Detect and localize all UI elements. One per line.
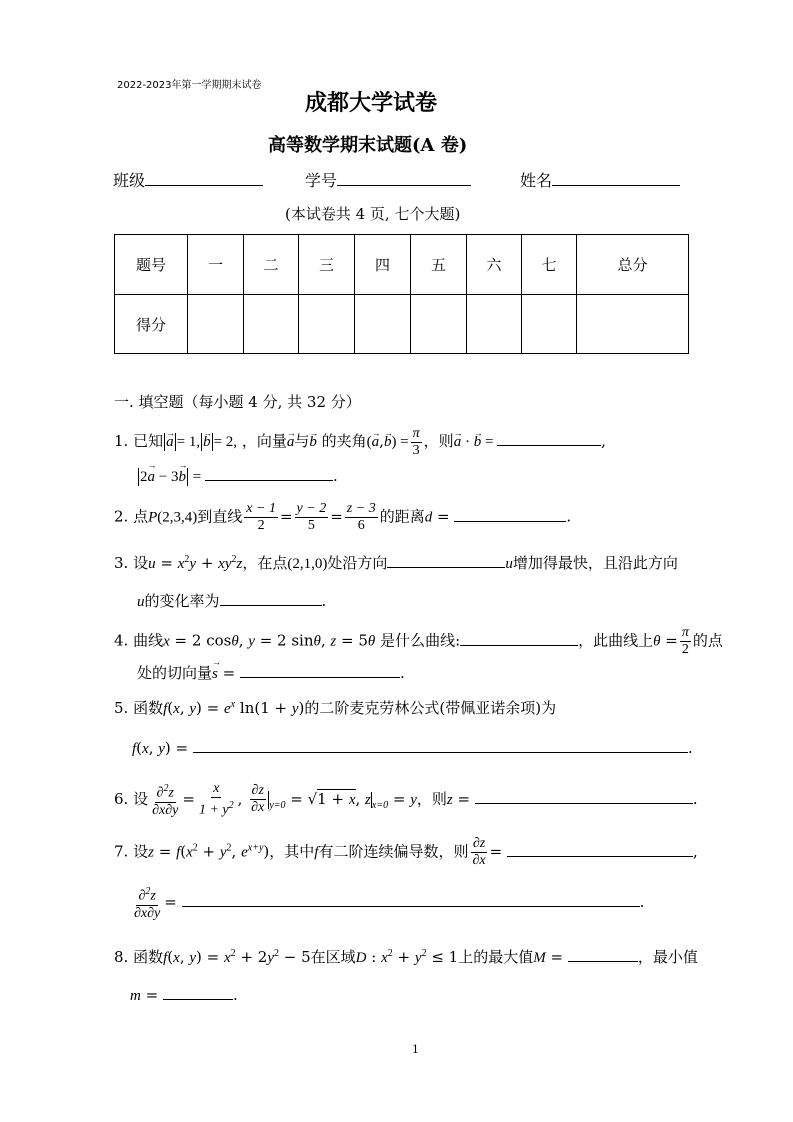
q1-text-5: ，则 [423,432,454,450]
score-input-1[interactable] [188,295,244,354]
q1-text-4: 的夹角 [321,432,367,450]
q1-blank-2[interactable] [205,466,333,481]
question-1: 1. 已知→ a = 1,→ b = 2, ，向量→ a与→ b 的夹角(→ a,→ b) = $\frac{\pi}{3}$ ，则→ a · → b = , [114,424,606,459]
score-cell-4: 四 [355,235,411,295]
q2-text-1: 点 [133,507,149,526]
score-cell-5: 五 [411,235,467,295]
q2-text-3: 的距离 [379,507,425,526]
q4-blank-2[interactable] [240,663,400,678]
score-input-5[interactable] [411,295,467,354]
q4-blank-1[interactable] [460,631,578,646]
q3-text-5: 的变化率为 [144,592,220,610]
exam-title: 高等数学期末试题(A 卷) [268,135,468,156]
q7-text-2: ，其中 [269,842,315,861]
score-input-6[interactable] [467,295,522,354]
q5-text-2: 的二阶麦克劳林公式(带佩亚诺余项)为 [304,699,557,717]
q2-number: 2. [114,507,129,526]
q3-text-3: 处沿方向 [327,554,388,572]
q6-text-1: 设 [133,789,149,808]
field-class [113,168,263,191]
score-cell-6: 六 [467,235,522,295]
q7-text-1: 设 [133,842,149,861]
name-blank[interactable] [552,171,680,186]
q8-text-1: 函数 [133,948,164,966]
q2-blank[interactable] [454,507,566,522]
score-cell-label: 题号 [115,235,188,295]
q6-blank[interactable] [475,789,693,804]
q8-text-2: 在区域 [310,948,356,966]
field-student-id-label: 学号 [305,171,338,190]
question-5-line-2: f(x, y) = . [132,739,693,757]
q7-number: 7. [114,842,129,861]
q8-number: 8. [114,948,129,966]
q8-text-3: 上的最大值 [458,948,534,966]
field-name [520,168,680,191]
score-input-4[interactable] [355,295,411,354]
question-4: 4. 曲线x = 2 cosθ, y = 2 sinθ, z = 5θ 是什么曲线: ，此曲线上θ = $\frac{\pi}{2}$ 的点 [114,625,723,657]
q6-number: 6. [114,789,129,808]
q4-text-3: ，此曲线上 [578,631,654,650]
q1-number: 1. [114,432,129,450]
q3-text-2: ，在点 [242,554,288,572]
q4-text-5: 处的切向量 [137,664,213,682]
q7-text-3: 有二阶连续偏导数，则 [318,842,469,861]
question-4-line-2: 处的切向量→ s = . [137,662,405,683]
q4-text-1: 曲线 [133,631,164,650]
q3-text-4: 增加得最快，且沿此方向 [512,554,678,572]
q6-text-2: ，则 [416,789,447,808]
class-blank[interactable] [145,171,263,186]
field-name-label: 姓名 [520,171,553,190]
exam-note: (本试卷共 4 页, 七个大题) [285,205,461,223]
question-1-line-2: 2→ a − 3→ b = . [137,466,338,486]
q3-blank-1[interactable] [387,553,505,568]
score-row-label: 得分 [115,295,188,354]
term-label: 2022-2023年第一学期期末试卷 [117,80,262,91]
score-cell-total: 总分 [577,235,689,295]
score-cell-1: 一 [188,235,244,295]
score-cell-7: 七 [522,235,577,295]
q8-text-4: ，最小值 [637,948,698,966]
score-cell-2: 二 [244,235,299,295]
q3-number: 3. [114,554,129,572]
q4-text-4: 的点 [692,631,723,650]
q1-text-1: 已知 [133,432,164,450]
score-cell-3: 三 [299,235,355,295]
question-3: 3. 设$u = x^2y + xy^2z$，在点(2,1,0)处沿方向 u增加得最快，且沿此方向 [114,554,678,572]
score-input-7[interactable] [522,295,577,354]
score-table-score-row [115,295,689,354]
field-class-label: 班级 [113,171,146,190]
q1-text-3: 与 [294,432,310,450]
section-1-title: 一. 填空题（每小题 4 分, 共 32 分） [114,393,361,411]
question-3-line-2: u的变化率为 . [137,592,327,610]
field-student-id [305,168,471,191]
score-table-header-row [115,235,689,295]
q8-blank-min[interactable] [163,985,233,1000]
q5-number: 5. [114,699,129,717]
student-id-blank[interactable] [337,171,471,186]
question-6: 6. 设 $\frac{\partial^2z}{\partial x\partial y}$ = $\frac{x}{1 + y^2}$ , $\frac{\partial z}{\partial x}$ $_{y=0}$ = √1 + x, $z_{x=0} = y$，则z = . [114,781,698,818]
question-8-line-2: m = . [130,986,238,1004]
score-input-2[interactable] [244,295,299,354]
score-input-3[interactable] [299,295,355,354]
score-table [114,234,689,354]
q4-text-2: 是什么曲线: [380,631,461,650]
q3-text-1: 设 [133,554,149,572]
q7-blank-2[interactable] [182,892,640,907]
q1-blank-1[interactable] [497,431,601,446]
university-title: 成都大学试卷 [305,90,438,116]
q5-blank[interactable] [193,738,688,753]
q5-text-1: 函数 [133,699,164,717]
question-7-line-2: $\frac{\partial^2z}{\partial x\partial y}$ = . [134,886,645,921]
q3-blank-2[interactable] [220,591,322,606]
question-5: 5. 函数f(x, $y) = e^x$ ln(1 + y)的二阶麦克劳林公式(带佩亚诺余项)为 [114,699,557,717]
q8-blank-max[interactable] [568,947,638,962]
score-input-total[interactable] [577,295,689,354]
question-8: 8. 函数f(x, $y) = x^2 + 2y^2 - 5$在区域D : $x^2 + y^2 \le 1$上的最大值M = ，最小值 [114,948,698,966]
q4-number: 4. [114,631,129,650]
page-number: 1 [412,1043,419,1056]
question-7: 7. 设$z = f(x^2 + y^2$, $e^{x+y}$)，其中f有二阶连续偏导数，则 $\frac{\partial z}{\partial x}$ = , [114,836,698,868]
q7-blank-1[interactable] [507,842,693,857]
q1-text-2: ，向量 [241,432,287,450]
q2-text-2: 到直线 [197,507,243,526]
question-2: 2. 点P(2,3,4)到直线 $\frac{x - 1}{2}$ = $\frac{y - 2}{5}$ = $\frac{z - 3}{6}$ 的距离d = . [114,501,572,533]
